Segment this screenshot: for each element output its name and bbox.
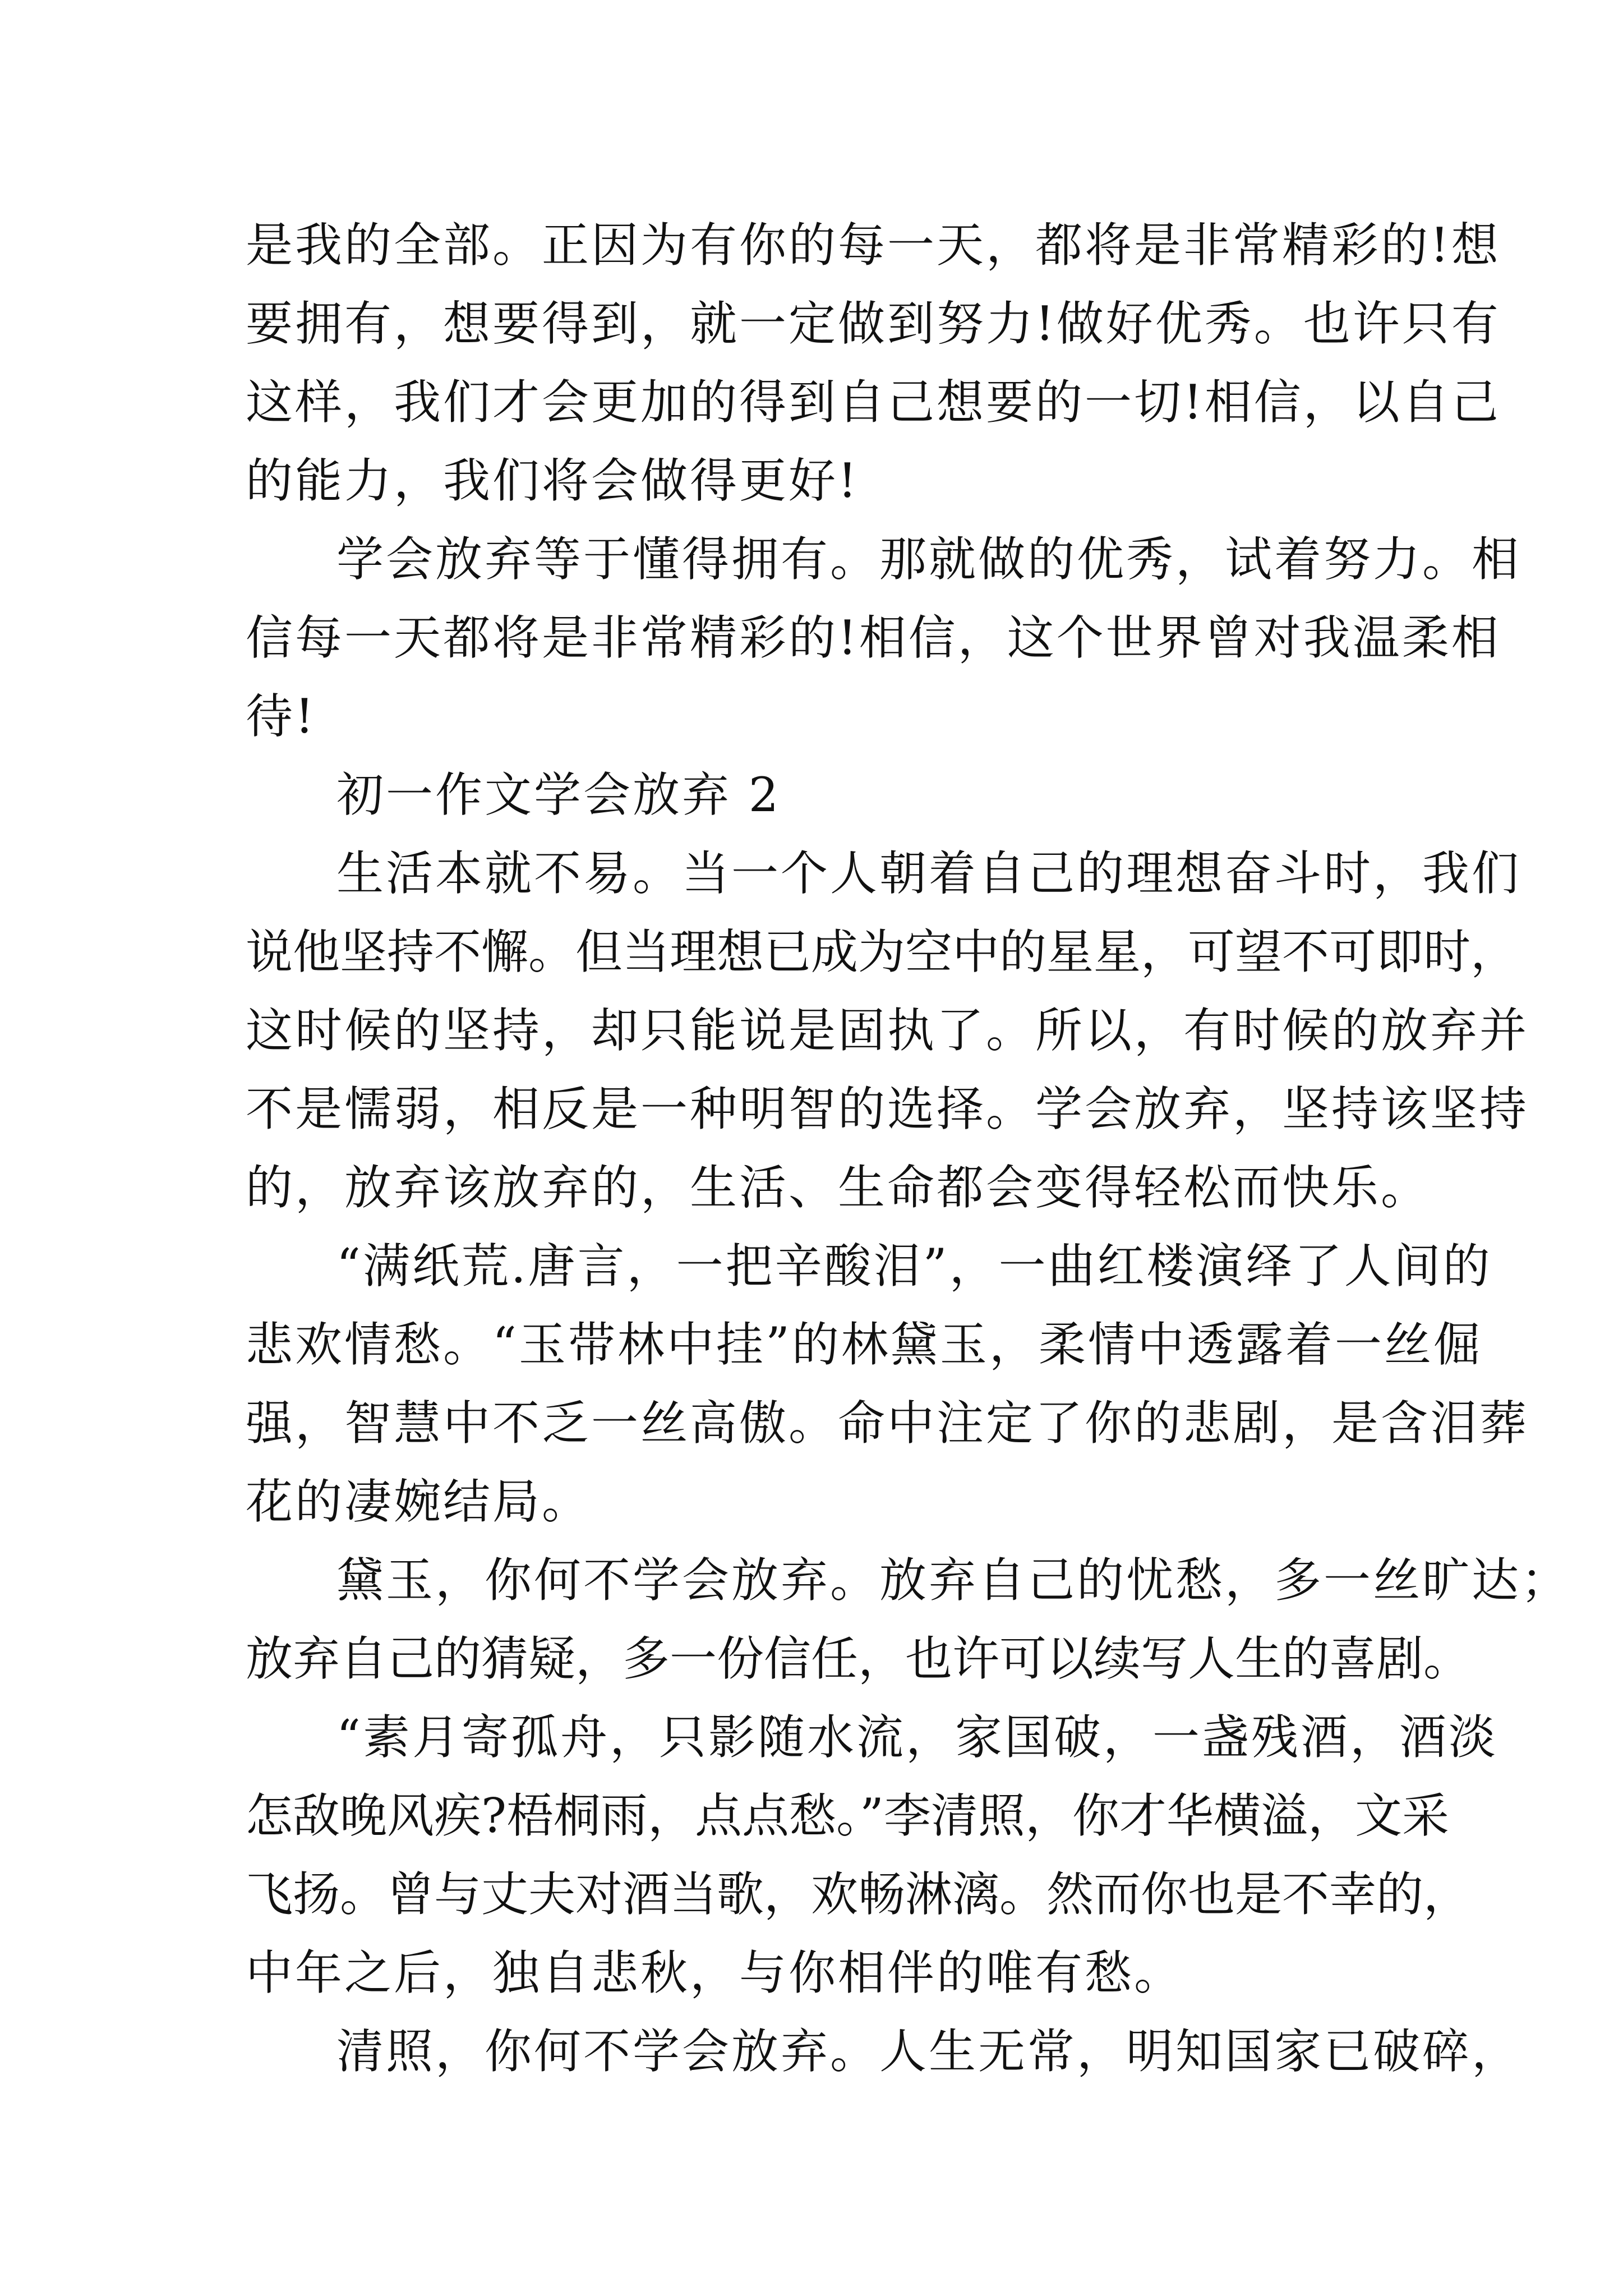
text-line: 待! [246, 689, 316, 744]
text-line: 要拥有，想要得到，就一定做到努力!做好优秀。也许只有 [246, 296, 1501, 351]
text-line: 悲欢情愁。“玉带林中挂”的林黛玉，柔情中透露着一丝倔 [246, 1317, 1483, 1372]
text-line: 强，智慧中不乏一丝高傲。命中注定了你的悲剧，是含泪葬 [246, 1396, 1529, 1451]
text-line: 中年之后，独自悲秋，与你相伴的唯有愁。 [246, 1945, 1184, 2000]
text-line: 黛玉，你何不学会放弃。放弃自己的忧愁，多一丝旷达； [336, 1553, 1571, 1608]
heading-text: 初一作文学会放弃 2 [336, 767, 781, 822]
text-line: 花的凄婉结局。 [246, 1474, 592, 1529]
text-line: 学会放弃等于懂得拥有。那就做的优秀，试着努力。相 [336, 532, 1521, 587]
text-line: 的能力，我们将会做得更好! [246, 453, 859, 508]
text-line: “满纸荒.唐言，一把辛酸泪”，一曲红楼演绎了人间的 [336, 1239, 1492, 1294]
text-line: 是我的全部。正因为有你的每一天，都将是非常精彩的!想 [246, 218, 1501, 273]
text-line: 这样，我们才会更加的得到自己想要的一切!相信，以自己 [246, 375, 1501, 430]
text-line: 怎敌晚风疾?梧桐雨，点点愁。”李清照，你才华横溢，文采 [246, 1788, 1449, 1843]
text-line: 飞扬。曾与丈夫对酒当歌，欢畅淋漓。然而你也是不幸的， [246, 1867, 1471, 1922]
text-line: “素月寄孤舟，只影随水流，家国破，一盏残酒，酒淡 [336, 1710, 1498, 1765]
text-line: 这时候的坚持，却只能说是固执了。所以，有时候的放弃并 [246, 1003, 1529, 1058]
text-line: 放弃自己的猜疑，多一份信任，也许可以续写人生的喜剧。 [246, 1631, 1471, 1686]
text-line: 信每一天都将是非常精彩的!相信，这个世界曾对我温柔相 [246, 610, 1501, 665]
text-line: 的，放弃该放弃的，生活、生命都会变得轻松而快乐。 [246, 1160, 1431, 1215]
text-line: 不是懦弱，相反是一种明智的选择。学会放弃，坚持该坚持 [246, 1082, 1529, 1137]
text-line: 说他坚持不懈。但当理想已成为空中的星星，可望不可即时， [246, 924, 1518, 979]
text-line: 生活本就不易。当一个人朝着自己的理想奋斗时，我们 [336, 846, 1521, 901]
text-line: 清照，你何不学会放弃。人生无常，明知国家已破碎， [336, 2024, 1521, 2079]
